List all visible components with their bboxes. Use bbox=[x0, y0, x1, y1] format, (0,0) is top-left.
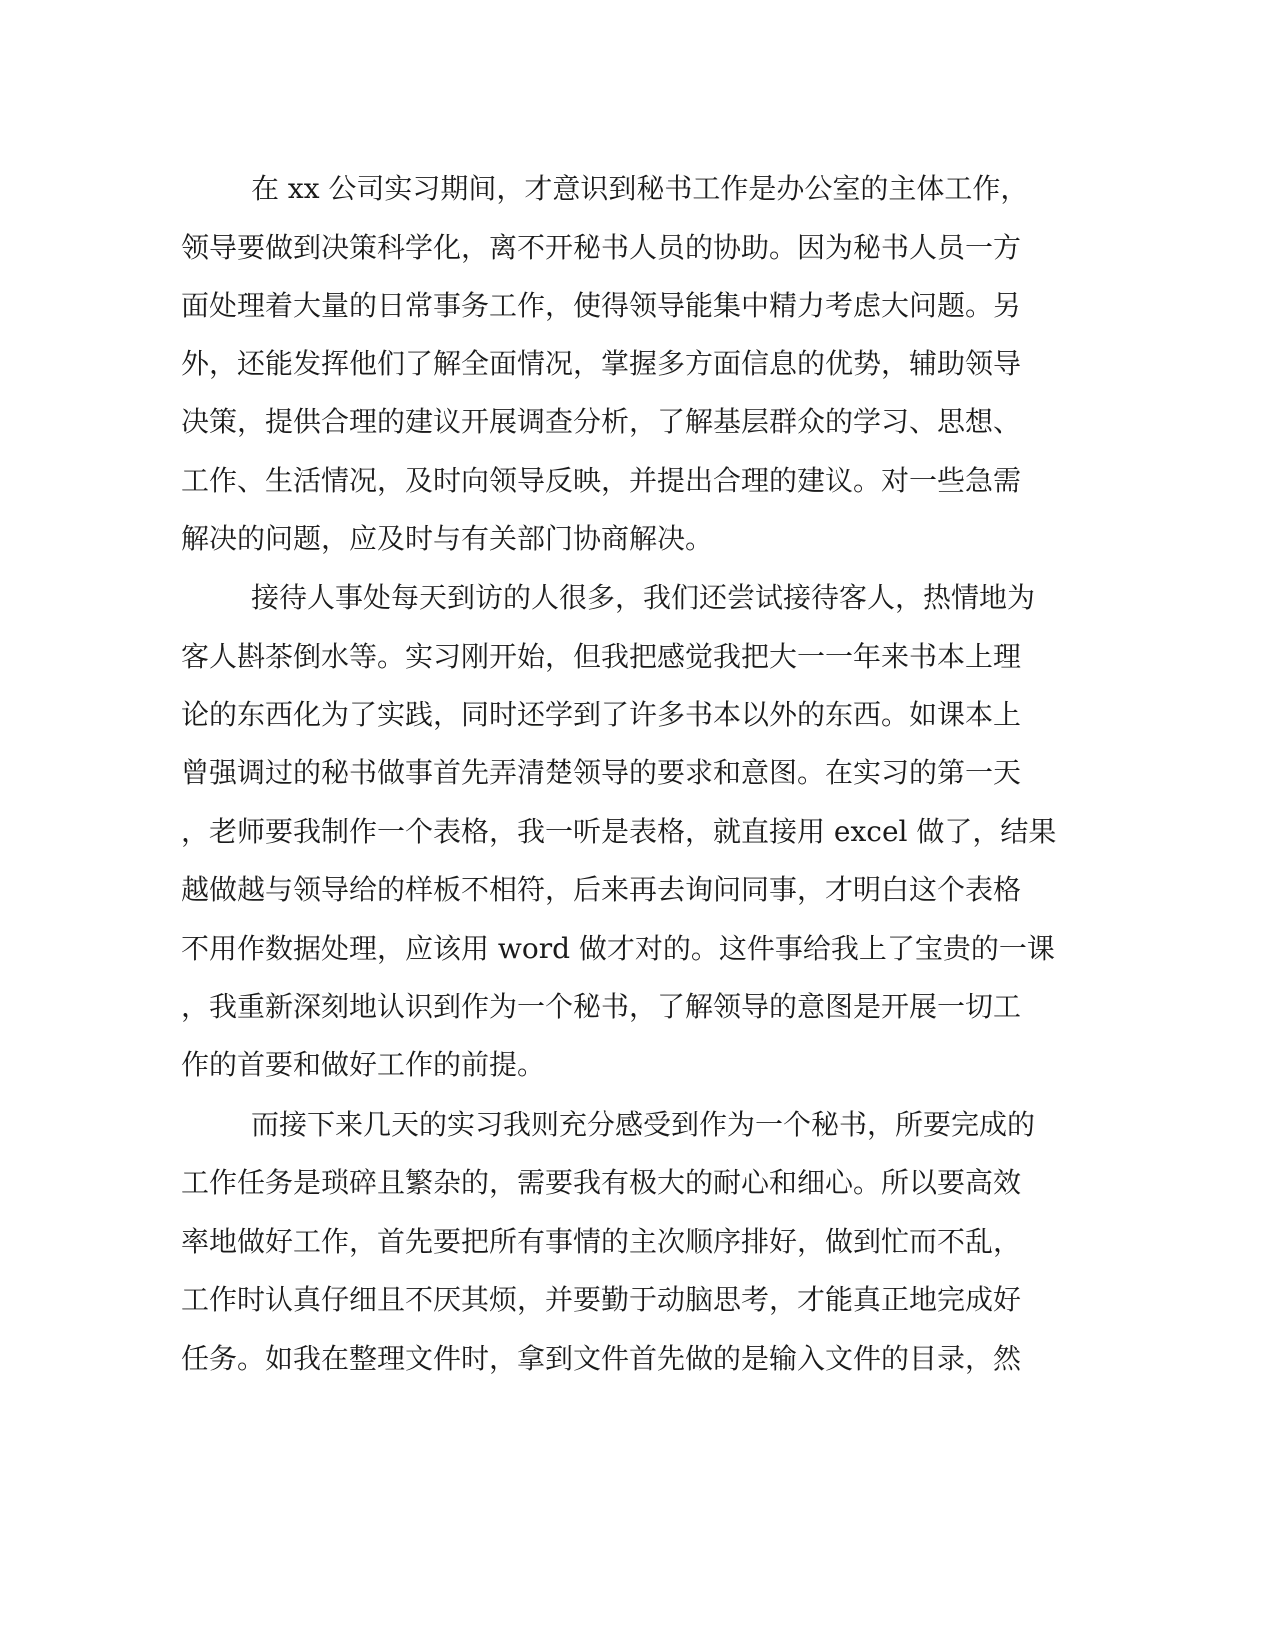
paragraph-line: 论的东西化为了实践，同时还学到了许多书本以外的东西。如课本上 bbox=[181, 698, 1022, 731]
paragraph-line: 曾强调过的秘书做事首先弄清楚领导的要求和意图。在实习的第一天 bbox=[181, 756, 1022, 789]
paragraph-line: 作的首要和做好工作的前提。 bbox=[181, 1048, 546, 1081]
paragraph-first-line: 接待人事处每天到访的人很多，我们还尝试接待客人，热情地为 bbox=[251, 581, 1036, 614]
paragraph-line: 决策，提供合理的建议开展调查分析，了解基层群众的学习、思想、 bbox=[181, 405, 1022, 438]
paragraph-line: 率地做好工作，首先要把所有事情的主次顺序排好，做到忙而不乱， bbox=[181, 1225, 1022, 1258]
paragraph-line: 领导要做到决策科学化，离不开秘书人员的协助。因为秘书人员一方 bbox=[181, 231, 1022, 264]
paragraph-line: 工作任务是琐碎且繁杂的，需要我有极大的耐心和细心。所以要高效 bbox=[181, 1166, 1022, 1199]
paragraph-line: 越做越与领导给的样板不相符，后来再去询问同事，才明白这个表格 bbox=[181, 873, 1022, 906]
paragraph-line: 不用作数据处理，应该用 word 做才对的。这件事给我上了宝贵的一课 bbox=[181, 932, 1055, 965]
paragraph-line: 工作时认真仔细且不厌其烦，并要勤于动脑思考，才能真正地完成好 bbox=[181, 1283, 1022, 1316]
paragraph-line: 客人斟茶倒水等。实习刚开始，但我把感觉我把大一一年来书本上理 bbox=[181, 640, 1022, 673]
paragraph-line: ，我重新深刻地认识到作为一个秘书，了解领导的意图是开展一切工 bbox=[181, 990, 1022, 1023]
paragraph-line: 外，还能发挥他们了解全面情况，掌握多方面信息的优势，辅助领导 bbox=[181, 347, 1022, 380]
paragraph-line: 解决的问题，应及时与有关部门协商解决。 bbox=[181, 522, 714, 555]
paragraph-first-line: 在 xx 公司实习期间，才意识到秘书工作是办公室的主体工作， bbox=[251, 172, 1029, 205]
paragraph-first-line: 而接下来几天的实习我则充分感受到作为一个秘书，所要完成的 bbox=[251, 1108, 1036, 1141]
paragraph-line: 工作、生活情况，及时向领导反映，并提出合理的建议。对一些急需 bbox=[181, 464, 1022, 497]
paragraph-line: ，老师要我制作一个表格，我一听是表格，就直接用 excel 做了，结果 bbox=[181, 815, 1057, 848]
paragraph-line: 面处理着大量的日常事务工作，使得领导能集中精力考虑大问题。另 bbox=[181, 289, 1022, 322]
paragraph-line: 任务。如我在整理文件时，拿到文件首先做的是输入文件的目录，然 bbox=[181, 1342, 1022, 1375]
